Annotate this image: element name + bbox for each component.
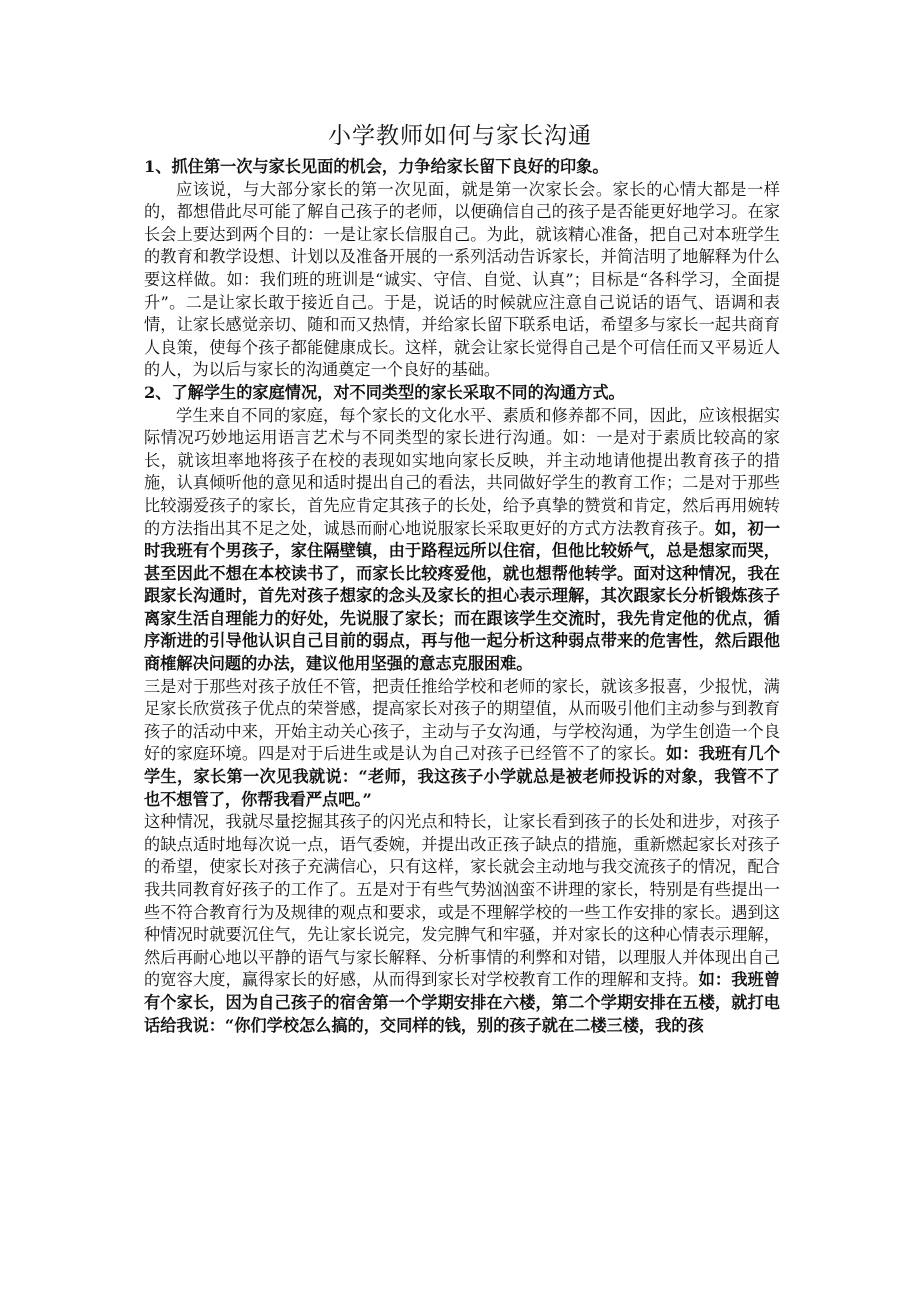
section-2-example-1: 如，初一时我班有个男孩子，家住隔壁镇，由于路程远所以住宿，但他比较娇气，总是想家而哭，甚至因此不想在本校读书了，而家长比较疼爱他，就也想帮他转学。面对这种情况，我在跟家长沟通时，首先对孩子想家的念头及家长的担心表示理解，其次跟家长分析锻炼孩子离家生活自理能力的好处，先说服了家长；而在跟该学生交流时，我先肯定他的优点，循序渐进的引导他认识自己目前的弱点，再与他一起分析这种弱点带来的危害性，然后跟他商榷解决问题的办法，建议他用坚强的意志克服困难。: [144, 518, 781, 674]
section-2-example-2: 如：我班有几个学生，家长第一次见我就说：“老师，我这孩子小学就总是被老师投诉的对象，我管不了也不想管了，你帮我看严点吧。”: [144, 744, 781, 809]
section-2-text-1: 学生来自不同的家庭，每个家长的文化水平、素质和修养都不同，因此，应该根据实际情况巧妙地运用语言艺术与不同类型的家长进行沟通。如：一是对于素质比较高的家长，就该坦率地将孩子在校的表现如实地向家长反映，并主动地请他提出教育孩子的措施，认真倾听他的意见和适时提出自己的看法，共同做好学生的教育工作；二是对于那些比较溺爱孩子的家长，首先应肯定其孩子的长处，给予真挚的赞赏和肯定，然后再用婉转的方法指出其不足之处，诚恳而耐心地说服家长采取更好的方式方法教育孩子。: [144, 405, 780, 538]
section-2-text-3: 这种情况，我就尽量挖掘其孩子的闪光点和特长，让家长看到孩子的长处和进步，对孩子的缺点适时地每次说一点，语气委婉，并提出改正孩子缺点的措施，重新燃起家长对孩子的希望，使家长对孩子充满信心，只有这样，家长就会主动地与我交流孩子的情况，配合我共同教育好孩子的工作了。五是对于有些气势汹汹蛮不讲理的家长，特别是有些提出一些不符合教育行为及规律的观点和要求，或是不理解学校的一些工作安排的家长。遇到这种情况时就要沉住气，先让家长说完，发完脾气和牢骚，并对家长的这种心情表示理解，然后再耐心地以平静的语气与家长解释、分析事情的利弊和对错，以理服人并体现出自己的宽容大度，赢得家长的好感，从而得到家长对学校教育工作的理解和支持。: [144, 812, 780, 990]
section-2-paragraph-1: [144, 405, 780, 676]
document-body: [144, 156, 780, 1037]
section-2-heading: 2、了解学生的家庭情况，对不同类型的家长采取不同的沟通方式。: [144, 382, 625, 402]
section-1-paragraph: 应该说，与大部分家长的第一次见面，就是第一次家长会。家长的心情大都是一样的，都想借此尽可能了解自己孩子的老师，以便确信自己的孩子是否能更好地学习。在家长会上要达到两个目的：一是让家长信服自己。为此，就该精心准备，把自己对本班学生的教育和教学设想、计划以及准备开展的一系列活动告诉家长，并简洁明了地解释为什么要这样做。如：我们班的班训是“诚实、守信、自觉、认真”；目标是“各科学习，全面提升”。二是让家长敢于接近自己。于是，说话的时候就应注意自己说话的语气、语调和表情，让家长感觉亲切、随和而又热情，并给家长留下联系电话，希望多与家长一起共商育人良策，使每个孩子都能健康成长。这样，就会让家长觉得自己是个可信任而又平易近人的人，为以后与家长的沟通奠定一个良好的基础。: [144, 179, 780, 380]
section-2-example-3: 如：我班曾有个家长，因为自己孩子的宿舍第一个学期安排在六楼，第二个学期安排在五楼，就打电话给我说：“你们学校怎么搞的，交同样的钱，别的孩子就在二楼三楼，我的孩: [144, 970, 781, 1035]
document-title: 小学教师如何与家长沟通: [328, 123, 592, 149]
section-2-paragraph-3: [144, 811, 780, 1037]
section-1-heading: 1、抓住第一次与家长见面的机会，力争给家长留下良好的印象。: [144, 157, 609, 176]
section-2-text-2: 三是对于那些对孩子放任不管，把责任推给学校和老师的家长，就该多报喜，少报忧，满足家长欣赏孩子优点的荣誉感，提高家长对孩子的期望值，从而吸引他们主动参与到教育孩子的活动中来，开始主动关心孩子，主动与子女沟通，与学校沟通，为学生创造一个良好的家庭环境。四是对于后进生或是认为自己对孩子已经管不了的家长。: [144, 676, 780, 764]
section-2-paragraph-2: [144, 676, 780, 812]
